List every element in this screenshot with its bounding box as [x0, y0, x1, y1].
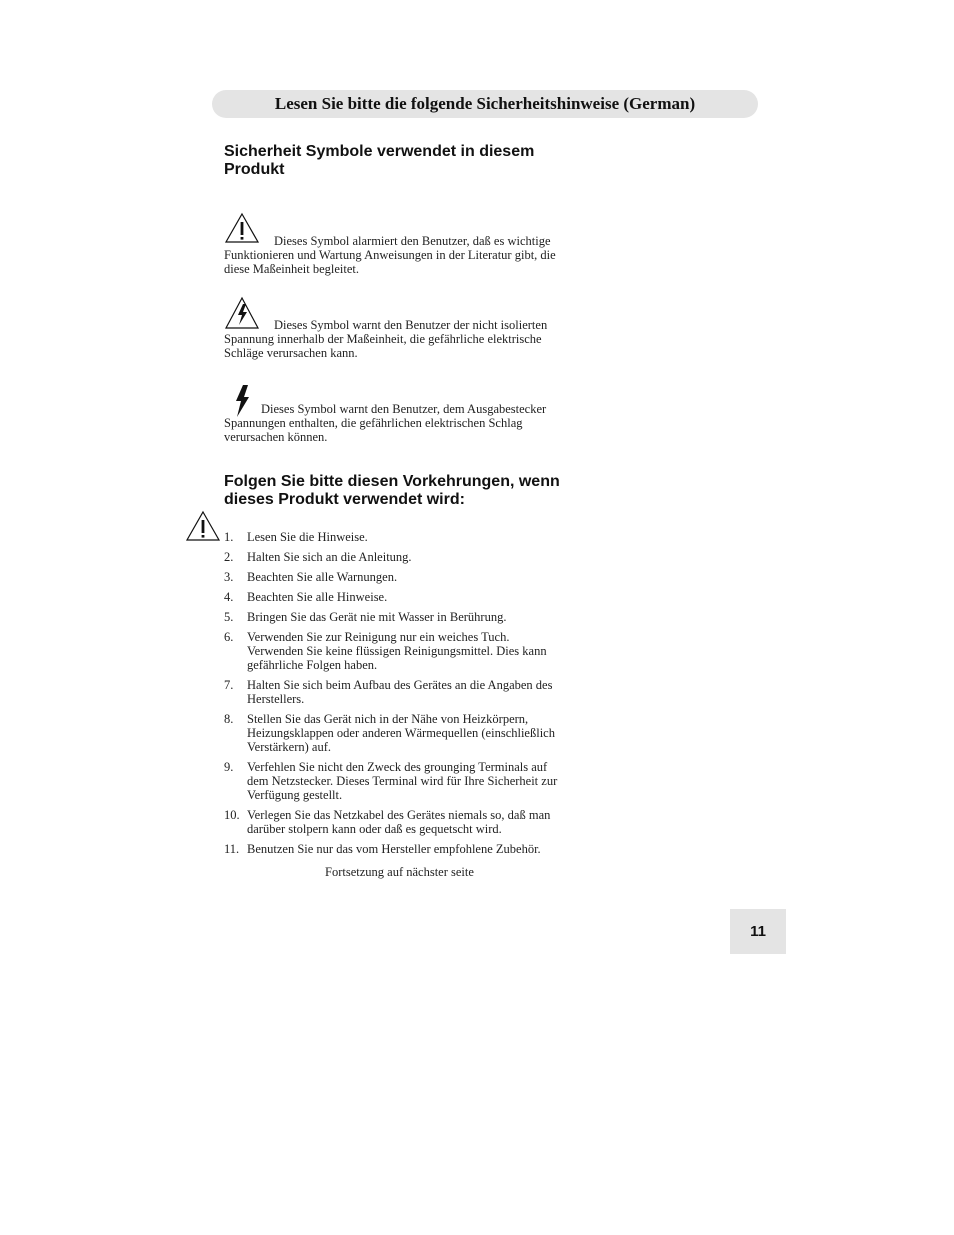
symbol-text-line: verursachen können. [224, 430, 328, 444]
symbol-block-warning [224, 212, 594, 276]
page-number-box [730, 909, 786, 954]
list-item: 9. Verfehlen Sie nicht den Zweck des grounging Terminals auf dem Netzstecker. Dieses Terminal wird für Ihre Sicherheit zur Verfügung gestellt. [224, 760, 558, 802]
list-item: 1. Lesen Sie die Hinweise. [224, 530, 368, 544]
symbol-text-line: Dieses Symbol alarmiert den Benutzer, daß es wichtige [274, 234, 551, 248]
list-item: 5. Bringen Sie das Gerät nie mit Wasser in Berührung. [224, 610, 507, 624]
list-item: 7. Halten Sie sich beim Aufbau des Gerätes an die Angaben des Herstellers. [224, 678, 553, 706]
symbol-text-line: Spannung innerhalb der Maßeinheit, die gefährliche elektrische [224, 332, 542, 346]
symbol-text-line: diese Maßeinheit begleitet. [224, 262, 360, 276]
symbol-text-line: Spannungen enthalten, die gefährlichen elektrischen Schlag [224, 416, 523, 430]
precautions-list [224, 530, 592, 862]
symbol-block-voltage [224, 296, 594, 360]
list-item: 10. Verlegen Sie das Netzkabel des Gerätes niemals so, daß man darüber stolpern kann oder daß es gequetscht wird. [224, 808, 551, 836]
symbol-text-line: Schläge verursachen kann. [224, 346, 358, 360]
symbol-block-output [224, 380, 594, 444]
list-item: 11. Benutzen Sie nur das vom Hersteller empfohlene Zubehör. [224, 842, 541, 856]
symbol-text-line: Dieses Symbol warnt den Benutzer, dem Ausgabestecker [261, 402, 547, 416]
lightning-bolt-icon [232, 384, 254, 418]
section-heading-precautions: Folgen Sie bitte diesen Vorkehrungen, wenn dieses Produkt verwendet wird: [224, 473, 560, 508]
list-item: 4. Beachten Sie alle Hinweise. [224, 590, 388, 604]
page-title: Lesen Sie bitte die folgende Sicherheitshinweise (German) [274, 94, 696, 113]
list-item: 6. Verwenden Sie zur Reinigung nur ein weiches Tuch. Verwenden Sie keine flüssigen Reinigungsmittel. Dies kann gefährliche Folgen haben. [224, 630, 547, 672]
symbol-text-line: Dieses Symbol warnt den Benutzer der nicht isolierten [274, 318, 548, 332]
list-item: 8. Stellen Sie das Gerät nich in der Nähe von Heizkörpern, Heizungsklappen oder anderen Wärmequellen (einschließlich Verstärkern) auf. [224, 712, 555, 754]
exclamation-triangle-icon [224, 212, 260, 244]
list-item: 2. Halten Sie sich an die Anleitung. [224, 550, 412, 564]
exclamation-triangle-icon [185, 510, 221, 542]
page-title-banner [212, 90, 758, 118]
lightning-triangle-icon [224, 296, 260, 330]
section-heading-symbols: Sicherheit Symbole verwendet in diesem Produkt [224, 143, 535, 178]
list-item: 3. Beachten Sie alle Warnungen. [224, 570, 398, 584]
continued-note: Fortsetzung auf nächster seite [325, 865, 474, 879]
page-number: 11 [750, 923, 766, 940]
symbol-text-line: Funktionieren und Wartung Anweisungen in der Literatur gibt, die [224, 248, 556, 262]
